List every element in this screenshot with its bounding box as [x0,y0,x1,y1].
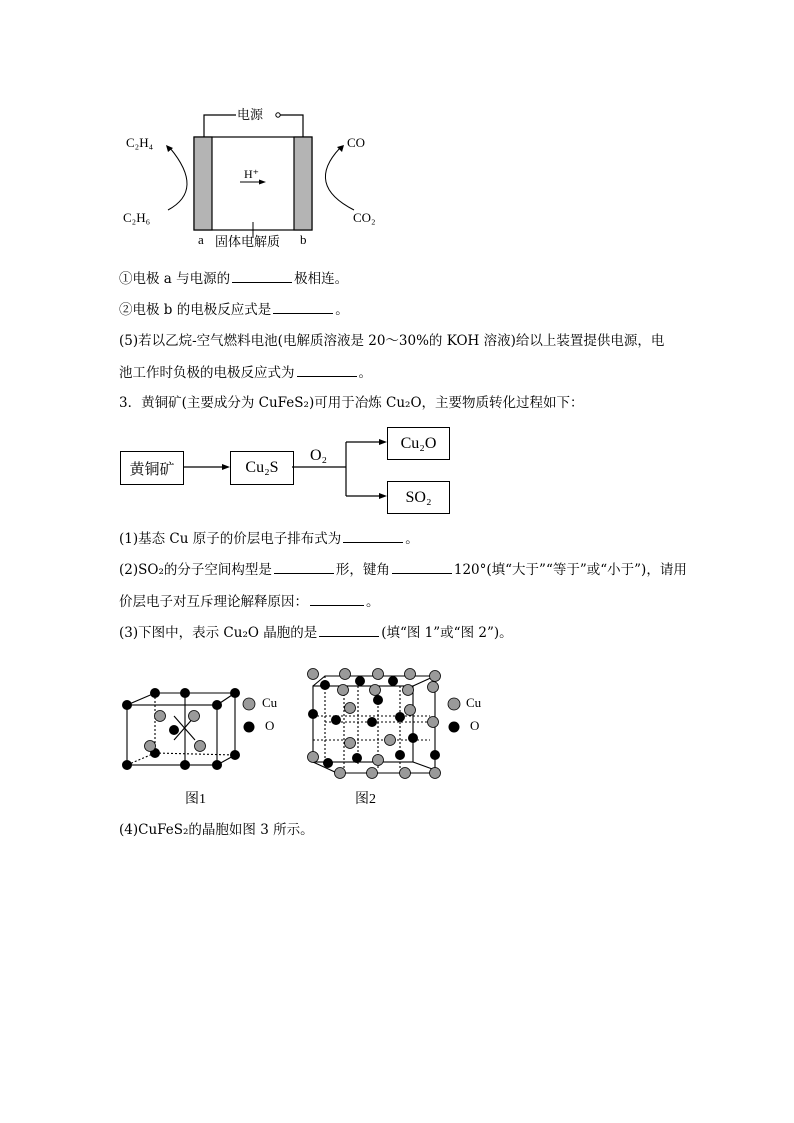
q2-suffix: 。 [335,302,349,318]
question-3-4: (4)CuFeS₂的晶胞如图 3 所示。 [119,822,314,838]
figure-1-caption: 图1 [185,792,206,807]
legend-cu-symbol [243,698,255,710]
legend-o-symbol-2 [449,722,460,733]
flow-box-cu2o: Cu₂O [387,427,450,460]
electrode-b-label: b [300,232,307,247]
flow-box-cu2s: Cu₂S [230,451,294,485]
electrode-a [194,137,212,230]
legend-cu-symbol-2 [448,698,460,710]
answer-blank[interactable] [232,268,292,283]
crystal-figures [110,660,500,790]
legend-o-label: O [265,718,275,733]
power-source-label: 电源 [236,105,264,125]
left-top-gas: C₂H₄ [126,135,154,150]
q3-1-suffix: 。 [405,531,419,547]
q3-2-mid: 形，键角 [335,562,390,578]
q3-3-suffix: (填“图 1”或“图 2”)。 [381,625,513,641]
q1-suffix: 极相连。 [294,271,349,287]
legend-cu-label-2: Cu [466,695,482,710]
q3-3-text: (3)下图中，表示 Cu₂O 晶胞的是 [119,625,318,641]
problem3-intro: 3．黄铜矿(主要成分为 CuFeS₂)可用于冶炼 Cu₂O，主要物质转化过程如下： [119,395,584,411]
legend-o-label-2: O [470,718,480,733]
q3-1-text: (1)基态 Cu 原子的价层电子排布式为 [119,531,342,547]
legend-cu-label: Cu [262,695,278,710]
legend-o-symbol [244,722,255,733]
ion-label: H⁺ [244,167,259,181]
answer-blank[interactable] [310,591,364,606]
q5-text: 池工作时负极的电极反应式为 [119,365,295,381]
question-electrode-b [119,299,349,320]
question-electrode-a [119,268,348,289]
answer-blank[interactable] [392,559,452,574]
flow-box-ore: 黄铜矿 [120,451,184,485]
q3-2-suffix: 120°(填“大于”“等于”或“小于”)，请用 [453,562,687,578]
q3-2-text: (2)SO₂的分子空间构型是 [119,562,272,578]
flow-arrows [180,420,395,520]
right-top-gas: CO [347,135,366,150]
answer-blank[interactable] [273,299,333,314]
answer-blank[interactable] [319,622,379,637]
figure-2-caption: 图2 [355,792,376,807]
question-3-1 [119,528,419,549]
answer-blank[interactable] [297,362,357,377]
left-bottom-gas: C₂H₆ [123,210,151,225]
q1-text: ①电极 a 与电源的 [119,271,231,287]
answer-blank[interactable] [274,559,334,574]
q3-2-line2-suffix: 。 [366,594,380,610]
question-3-2-line2 [119,591,380,612]
figure-1-atoms [122,688,240,770]
reagent-o2: O₂ [310,447,328,464]
figure-2-atoms [308,669,441,779]
q3-2-line2-text: 价层电子对互斥理论解释原因： [119,594,308,610]
question-5-line2 [119,362,372,383]
question-5-line1: (5)若以乙烷-空气燃料电池(电解质溶液是 20～30%的 KOH 溶液)给以上装置提供电源，电 [119,333,665,349]
electrode-a-label: a [198,232,204,247]
q5-suffix: 。 [358,365,372,381]
question-3-3 [119,622,513,643]
right-bottom-gas: CO₂ [353,210,376,225]
flow-box-so2: SO₂ [387,481,450,514]
question-3-2-line1 [119,559,687,580]
q2-text: ②电极 b 的电极反应式是 [119,302,272,318]
electrolyte-label: 固体电解质 [215,235,281,250]
answer-blank[interactable] [343,528,403,543]
electrode-b [294,137,312,230]
